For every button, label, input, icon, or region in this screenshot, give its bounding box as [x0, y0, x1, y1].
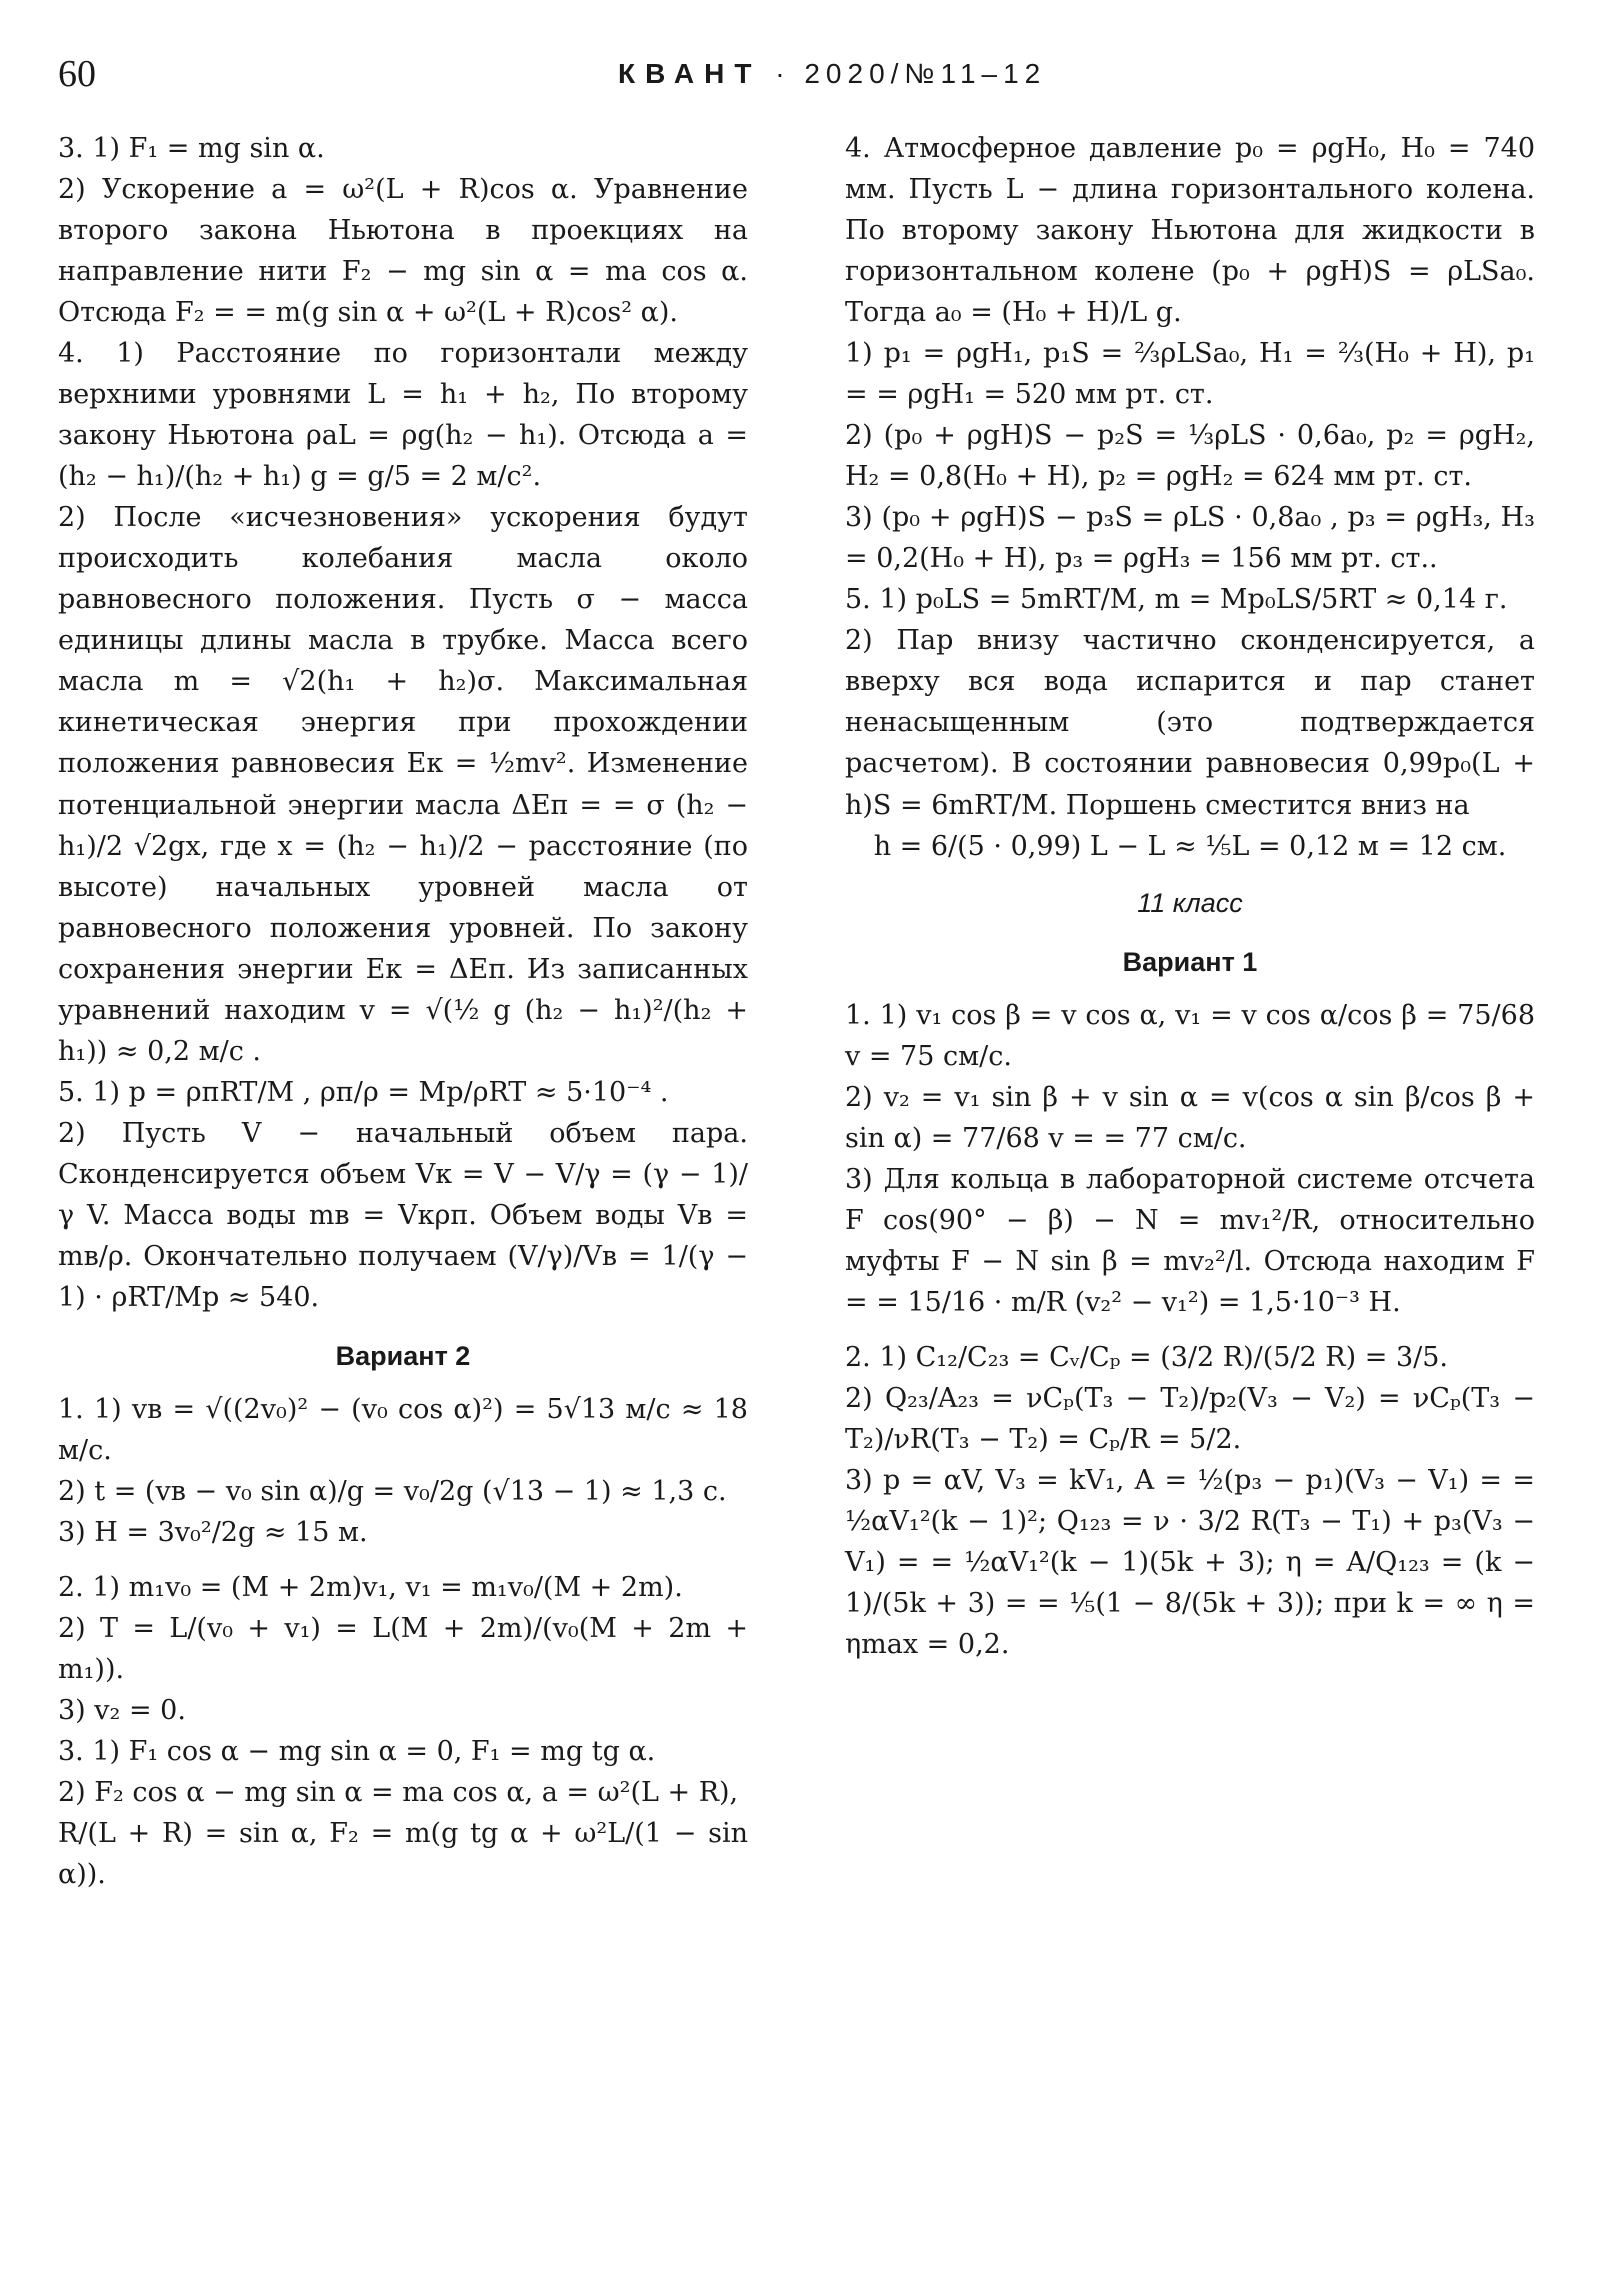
right-column — [845, 128, 1535, 1665]
text-line: 3) p = αV, V₃ = kV₁, A = ½(p₃ − p₁)(V₃ − V₁) = = ½αV₁²(k − 1)²; Q₁₂₃ = ν · 3/2 R(T₃ − T₁) + p₃(V₃ − V₁) = = ½αV₁²(k − 1)(5k + 3); η = A/Q₁₂₃ = (k − 1)/(5k + 3) = = ⅕(1 − 8/(5k + 3)); при k = ∞ η = ηmax = 0,2. — [845, 1464, 1535, 1661]
section-heading: Вариант 2 — [335, 1340, 471, 1371]
left-column — [58, 128, 748, 1895]
text-line: 5. 1) p = ρпRT/M , ρп/ρ = Mp/ρRT ≈ 5·10⁻⁴ . — [58, 1076, 669, 1108]
section-heading: Вариант 1 — [1122, 946, 1258, 977]
journal-name: КВАНТ — [618, 58, 762, 89]
text-line: 2) Пусть V − начальный объем пара. Сконденсируется объем Vк = V − V/γ = (γ − 1)/γ V. Масса воды mв = Vкρп. Объем воды Vв = mв/ρ. Окончательно получаем (V/γ)/Vв = 1/(γ − 1) · ρRT/Mp ≈ 540. — [58, 1117, 748, 1313]
text-line: 2) Ускорение a = ω²(L + R)cos α. Уравнение второго закона Ньютона в проекциях на направление нити F₂ − mg sin α = ma cos α. Отсюда F₂ = = m(g sin α + ω²(L + R)cos² α). — [58, 174, 748, 329]
text-line: 2) (p₀ + ρgH)S − p₂S = ⅓ρLS · 0,6a₀, p₂ = ρgH₂, H₂ = 0,8(H₀ + H), p₂ = ρgH₂ = 624 мм рт. ст. — [845, 420, 1535, 493]
text-line: 5. 1) p₀LS = 5mRT/M, m = Mp₀LS/5RT ≈ 0,14 г. — [845, 584, 1508, 616]
text-line: 2) t = (vв − v₀ sin α)/g = v₀/2g (√13 − 1) ≈ 1,3 с. — [58, 1476, 727, 1507]
formula-line: h = 6/(5 · 0,99) L − L ≈ ⅕L = 0,12 м = 12 см. — [873, 830, 1507, 862]
text-line: 2) Q₂₃/A₂₃ = νCₚ(T₃ − T₂)/p₂(V₃ − V₂) = νCₚ(T₃ − T₂)/νR(T₃ − T₂) = Cₚ/R = 5/2. — [845, 1382, 1535, 1455]
text-line: 3) H = 3v₀²/2g ≈ 15 м. — [58, 1517, 368, 1549]
text-line: 2) T = L/(v₀ + v₁) = L(M + 2m)/(v₀(M + 2m + m₁)). — [58, 1613, 748, 1686]
page-header — [58, 48, 1538, 104]
page-number: 60 — [58, 53, 96, 95]
text-line: 2. 1) C₁₂/C₂₃ = Cᵥ/Cₚ = (3/2 R)/(5/2 R) = 3/5. — [845, 1341, 1448, 1373]
text-line: 3) v₂ = 0. — [58, 1695, 186, 1727]
text-line: 2) v₂ = v₁ sin β + v sin α = v(cos α sin β/cos β + sin α) = 77/68 v = = 77 см/с. — [845, 1081, 1535, 1154]
text-line: 2. 1) m₁v₀ = (M + 2m)v₁, v₁ = m₁v₀/(M + 2m). — [58, 1572, 683, 1604]
text-line: 2) Пар внизу частично сконденсируется, а вверху вся вода испарится и пар станет ненасыщенным (это подтверждается расчетом). В состоянии равновесия 0,99p₀(L + h)S = 6mRT/M. Поршень сместится вниз на — [845, 625, 1535, 821]
journal-issue: · 2020/№11–12 — [775, 58, 1047, 89]
text-line: R/(L + R) = sin α, F₂ = m(g tg α + ω²L/(1 − sin α)). — [58, 1818, 748, 1891]
text-line: 1. 1) v₁ cos β = v cos α, v₁ = v cos α/cos β = 75/68 v = 75 см/с. — [845, 999, 1535, 1072]
text-line: 3. 1) F₁ = mg sin α. — [58, 133, 325, 164]
text-line: 2) F₂ cos α − mg sin α = ma cos α, a = ω²(L + R), — [58, 1777, 739, 1809]
journal-title — [618, 58, 1046, 90]
text-line: 4. 1) Расстояние по горизонтали между верхними уровнями L = h₁ + h₂, По второму закону Ньютона ρaL = ρg(h₂ − h₁). Отсюда a = (h₂ − h₁)/(h₂ + h₁) g = g/5 = 2 м/с². — [58, 338, 748, 493]
text-line: 3. 1) F₁ cos α − mg sin α = 0, F₁ = mg tg α. — [58, 1736, 656, 1768]
class-heading: 11 класс — [1137, 887, 1243, 918]
text-line: 3) Для кольца в лабораторной системе отсчета F cos(90° − β) − N = mv₁²/R, относительно муфты F − N sin β = mv₂²/l. Отсюда находим F = = 15/16 · m/R (v₂² − v₁²) = 1,5·10⁻³ Н. — [845, 1163, 1535, 1318]
text-line: 4. Атмосферное давление p₀ = ρgH₀, H₀ = 740 мм. Пусть L − длина горизонтального колена. По второму закону Ньютона для жидкости в горизонтальном колене (p₀ + ρgH)S = ρLSa₀. Тогда a₀ = (H₀ + H)/L g. — [845, 133, 1535, 329]
text-line: 3) (p₀ + ρgH)S − p₃S = ρLS · 0,8a₀ , p₃ = ρgH₃, H₃ = 0,2(H₀ + H), p₃ = ρgH₃ = 156 мм рт. ст.. — [845, 502, 1535, 575]
text-line: 1. 1) vв = √((2v₀)² − (v₀ cos α)²) = 5√13 м/с ≈ 18 м/с. — [58, 1393, 748, 1466]
text-line: 1) p₁ = ρgH₁, p₁S = ⅔ρLSa₀, H₁ = ⅔(H₀ + H), p₁ = = ρgH₁ = 520 мм рт. ст. — [845, 338, 1535, 411]
text-line: 2) После «исчезновения» ускорения будут происходить колебания масла около равновесного положения. Пусть σ − масса единицы длины масла в трубке. Масса всего масла m = √2(h₁ + h₂)σ. Максимальная кинетическая энергия при прохождении положения равновесия Eк = ½mv². Изменение потенциальной энергии масла ΔEп = = σ (h₂ − h₁)/2 √2gx, где x = (h₂ − h₁)/2 − расстояние (по высоте) начальных уровней масла от равновесного положения уровней. По закону сохранения энергии Eк = ΔEп. Из записанных уравнений находим v = √(½ g (h₂ − h₁)²/(h₂ + h₁)) ≈ 0,2 м/с . — [58, 502, 748, 1067]
